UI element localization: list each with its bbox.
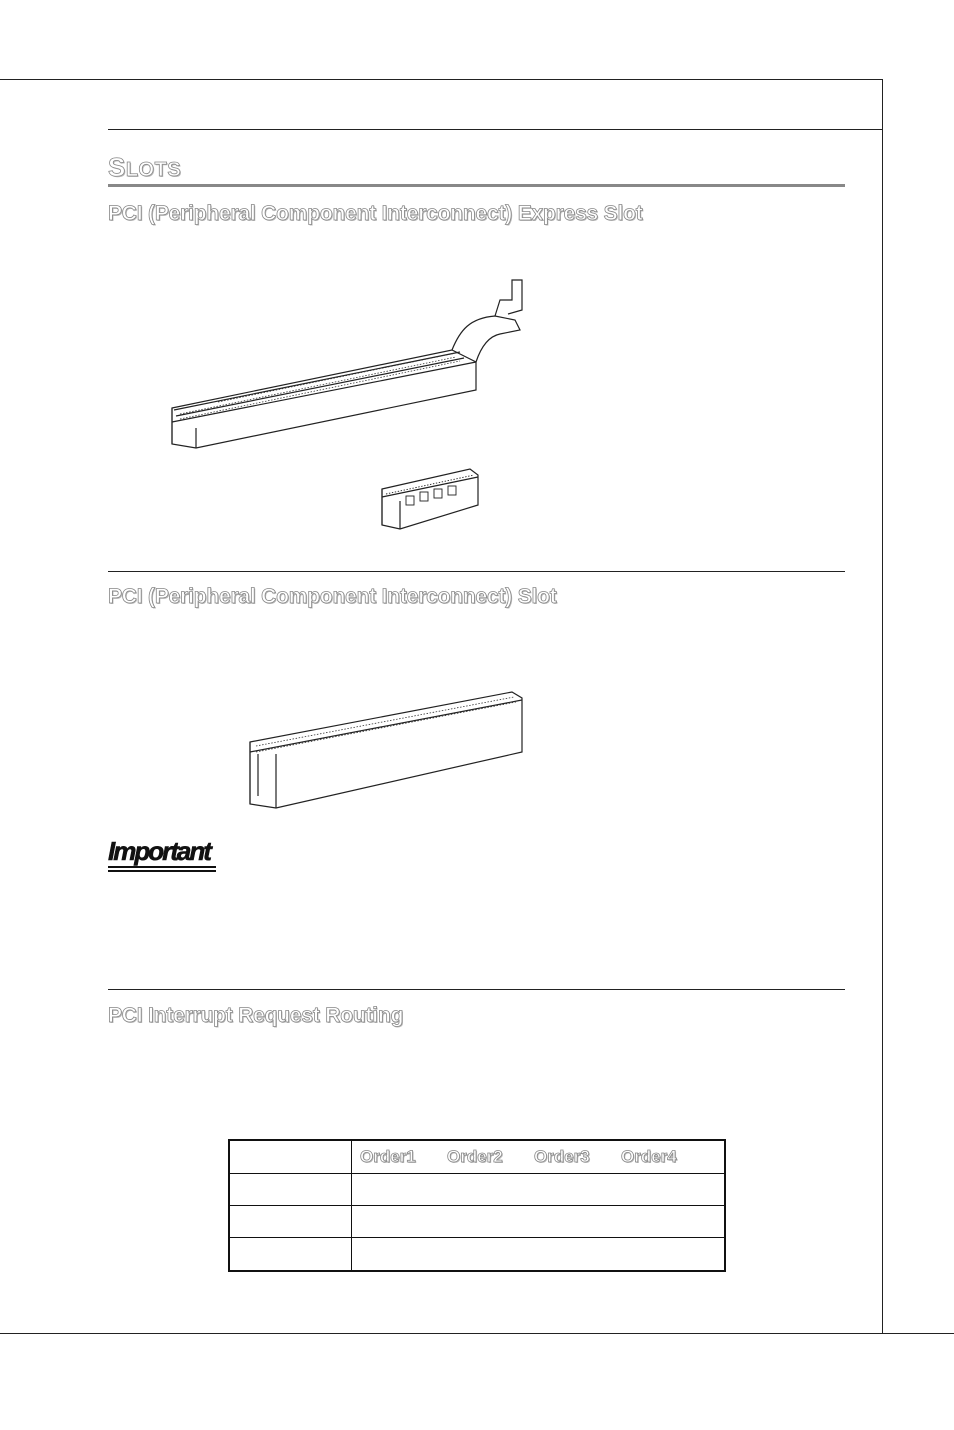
- table-header-row: [229, 1140, 725, 1173]
- table-cell: [229, 1238, 352, 1271]
- pcie-section-divider: [108, 571, 845, 572]
- table-header-order4: Order4: [621, 1146, 677, 1166]
- table-header-order3: Order3: [534, 1146, 590, 1166]
- pci-heading: PCI (Peripheral Component Interconnect) Slot: [108, 585, 557, 608]
- important-underline-2: [108, 870, 216, 872]
- table-cell: [352, 1238, 726, 1271]
- bottom-rule: [0, 1333, 954, 1334]
- table-row: [229, 1173, 725, 1205]
- top-rule: [0, 79, 883, 80]
- important-label: Important: [108, 836, 210, 866]
- table-header-order1: Order1: [360, 1146, 416, 1166]
- table-header-order2: Order2: [447, 1146, 503, 1166]
- pci-slot-illustration: [246, 686, 532, 812]
- section-title-rest: LOTS: [125, 159, 182, 181]
- section-title: [108, 152, 181, 183]
- table-cell: [229, 1173, 352, 1205]
- table-cell: [229, 1140, 352, 1173]
- pcie-x16-slot-illustration: [160, 270, 540, 465]
- table-cell: [352, 1173, 726, 1205]
- irq-routing-table: [228, 1139, 726, 1272]
- table-header-orders: [352, 1140, 726, 1173]
- irq-heading: PCI Interrupt Request Routing: [108, 1004, 404, 1027]
- header-divider: [108, 129, 883, 130]
- right-rule: [882, 79, 883, 1333]
- table-cell: [229, 1205, 352, 1237]
- section-title-underline: [108, 184, 845, 187]
- table-cell: [352, 1205, 726, 1237]
- important-underline-1: [108, 866, 216, 868]
- pci-section-divider: [108, 989, 845, 990]
- table-row: [229, 1238, 725, 1271]
- pcie-heading: PCI (Peripheral Component Interconnect) Express Slot: [108, 202, 643, 225]
- pcie-x1-slot-illustration: [378, 463, 488, 535]
- section-title-initial: S: [108, 152, 126, 182]
- table-row: [229, 1205, 725, 1237]
